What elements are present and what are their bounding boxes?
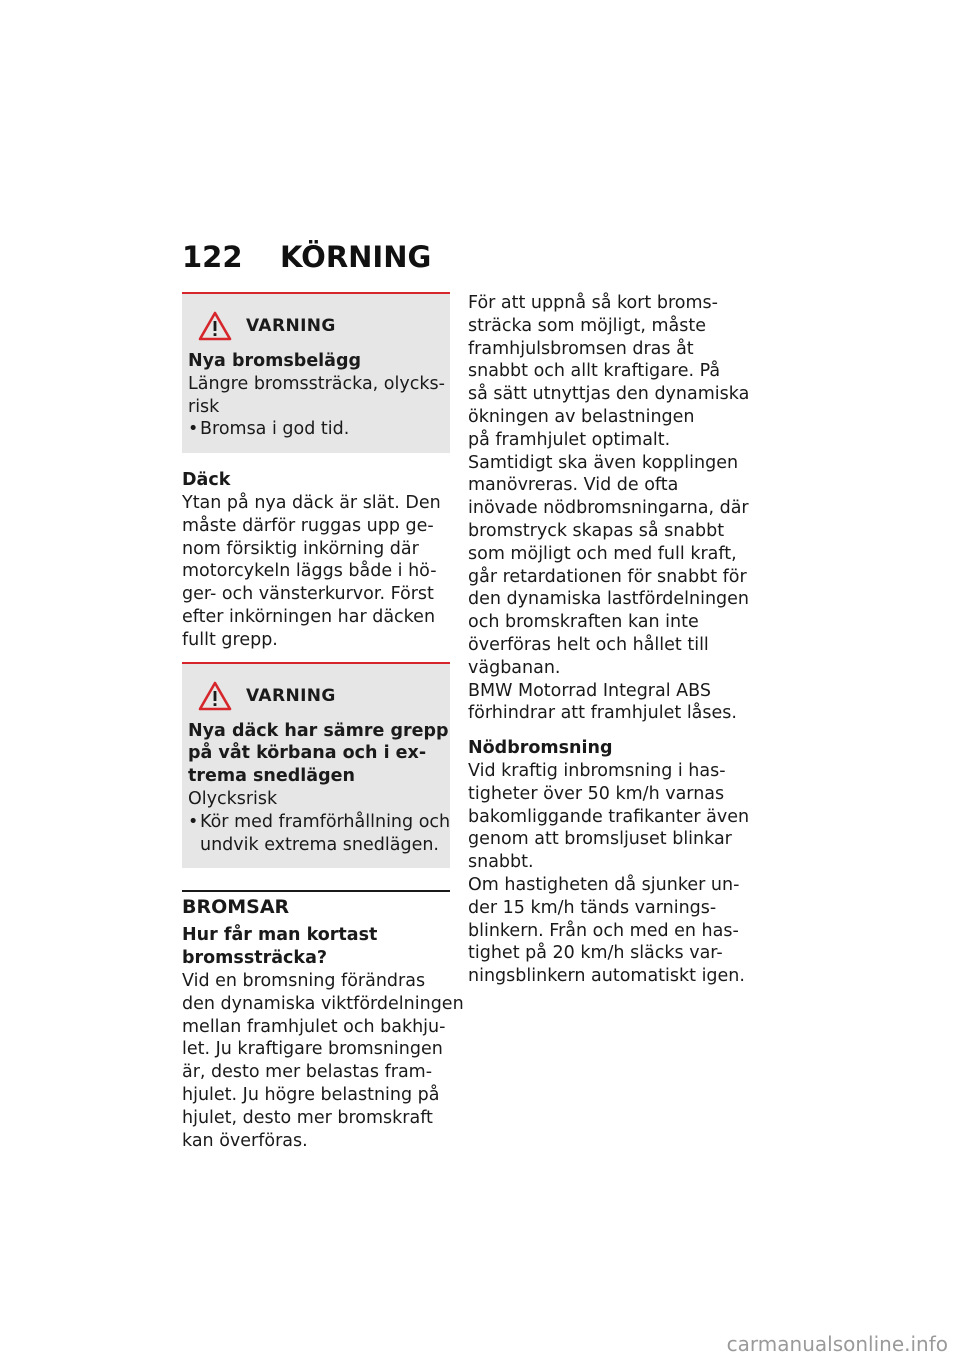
paragraph-line: Ytan på nya däck är slät. Den: [182, 492, 441, 513]
warning-box-new-tires: [182, 662, 450, 869]
paragraph-line: hjulet, desto mer bromskraft: [182, 1107, 433, 1128]
warning-triangle-icon: [198, 681, 232, 711]
bullet-text: Kör med framförhållning och: [200, 811, 451, 832]
paragraph-line: Om hastigheten då sjunker un-: [468, 874, 740, 895]
right-column: [468, 292, 750, 988]
paragraph-line: hjulet. Ju högre belastning på: [182, 1084, 440, 1105]
paragraph-line: För att uppnå så kort broms-: [468, 293, 718, 313]
paragraph-line: är, desto mer belastas fram-: [182, 1062, 433, 1083]
bullet-text: Bromsa i god tid.: [200, 419, 350, 440]
paragraph-line: tighet på 20 km/h släcks var-: [468, 943, 723, 964]
warning-body-line: Längre bromssträcka, olycks-: [188, 373, 445, 394]
warning-title-line: Nya bromsbelägg: [188, 351, 362, 371]
paragraph-line: Samtidigt ska även kopplingen: [468, 452, 739, 473]
paragraph-line: bromstryck skapas så snabbt: [468, 520, 725, 541]
warning-title-line: trema snedlägen: [188, 766, 355, 787]
paragraph-line: överföras helt och hållet till: [468, 634, 709, 655]
bullet-dot: •: [188, 419, 199, 440]
paragraph-line: mellan framhjulet och bakhju-: [182, 1016, 446, 1037]
warning-header: [188, 678, 444, 714]
warning-bullet: [188, 811, 451, 857]
paragraph-line: Vid en bromsning förändras: [182, 970, 426, 991]
warning-label: VARNING: [246, 685, 336, 706]
paragraph-line: bakomliggande trafikanter även: [468, 806, 750, 827]
section-brakes: [182, 890, 464, 1152]
paragraph-line: måste därför ruggas upp ge-: [182, 515, 434, 536]
watermark: carmanualsonline.info: [726, 1332, 948, 1356]
tires-heading: Däck: [182, 470, 231, 491]
paragraph-line: går retardationen för snabbt för: [468, 566, 747, 587]
section-title: BROMSAR: [182, 896, 290, 919]
paragraph-line: som möjligt och med full kraft,: [468, 543, 737, 564]
warning-title-line: på våt körbana och i ex-: [188, 743, 427, 764]
subheading-line: Hur får man kortast: [182, 925, 378, 946]
emergency-braking-paragraph: [468, 760, 750, 988]
paragraph-line: nom försiktig inkörning där: [182, 538, 419, 559]
warning-label: VARNING: [246, 316, 336, 336]
paragraph-line: sträcka som möjligt, måste: [468, 315, 707, 336]
paragraph-line: inövade nödbromsningarna, där: [468, 498, 749, 519]
chapter-title: KÖRNING: [280, 240, 432, 274]
bullet-text: undvik extrema snedlägen.: [200, 834, 439, 855]
paragraph-line: efter inkörningen har däcken: [182, 606, 436, 627]
page-number: 122: [182, 240, 243, 274]
paragraph-line: den dynamiska lastfördelningen: [468, 589, 750, 610]
paragraph-line: ökningen av belastningen: [468, 406, 695, 427]
paragraph-line: så sätt utnyttjas den dynamiska: [468, 384, 750, 405]
paragraph-line: genom att bromsljuset blinkar: [468, 829, 732, 850]
paragraph-line: let. Ju kraftigare bromsningen: [182, 1039, 443, 1060]
paragraph-line: förhindrar att framhjulet låses.: [468, 703, 737, 724]
braking-paragraph: [468, 292, 750, 725]
paragraph-line: ningsblinkern automatiskt igen.: [468, 966, 745, 987]
warning-title-line: Nya däck har sämre grepp: [188, 720, 449, 741]
paragraph-line: manövreras. Vid de ofta: [468, 475, 679, 496]
paragraph-line: den dynamiska viktfördelningen: [182, 993, 464, 1014]
warning-body-line: Olycksrisk: [188, 788, 278, 809]
warning-bullet: [188, 418, 444, 441]
warning-body-line: risk: [188, 396, 220, 417]
page-header: [182, 240, 431, 274]
paragraph-line: vägbanan.: [468, 657, 561, 678]
warning-box-brake-pads: [182, 292, 450, 453]
paragraph-line: kan överföras.: [182, 1130, 308, 1151]
warning-header: [188, 308, 444, 344]
paragraph-line: ger- och vänsterkurvor. Först: [182, 584, 434, 605]
subheading-line: bromssträcka?: [182, 948, 328, 969]
paragraph-line: motorcykeln läggs både i hö-: [182, 561, 437, 582]
paragraph-line: och bromskraften kan inte: [468, 612, 699, 633]
bullet-dot: •: [188, 811, 199, 832]
paragraph-line: tigheter över 50 km/h varnas: [468, 783, 725, 804]
paragraph-line: fullt grepp.: [182, 629, 278, 650]
emergency-braking-heading: Nödbromsning: [468, 738, 613, 759]
paragraph-line: snabbt och allt kraftigare. På: [468, 361, 721, 382]
paragraph-line: der 15 km/h tänds varnings-: [468, 897, 717, 918]
spacer: [468, 725, 740, 737]
paragraph-line: blinkern. Från och med en has-: [468, 920, 739, 941]
paragraph-line: BMW Motorrad Integral ABS: [468, 680, 711, 701]
warning-triangle-icon: [198, 311, 232, 341]
paragraph-line: snabbt.: [468, 852, 534, 873]
left-column: [182, 292, 464, 1152]
paragraph-line: Vid kraftig inbromsning i has-: [468, 760, 726, 781]
paragraph-line: framhjulsbromsen dras åt: [468, 338, 694, 359]
paragraph-line: på framhjulet optimalt.: [468, 429, 671, 450]
